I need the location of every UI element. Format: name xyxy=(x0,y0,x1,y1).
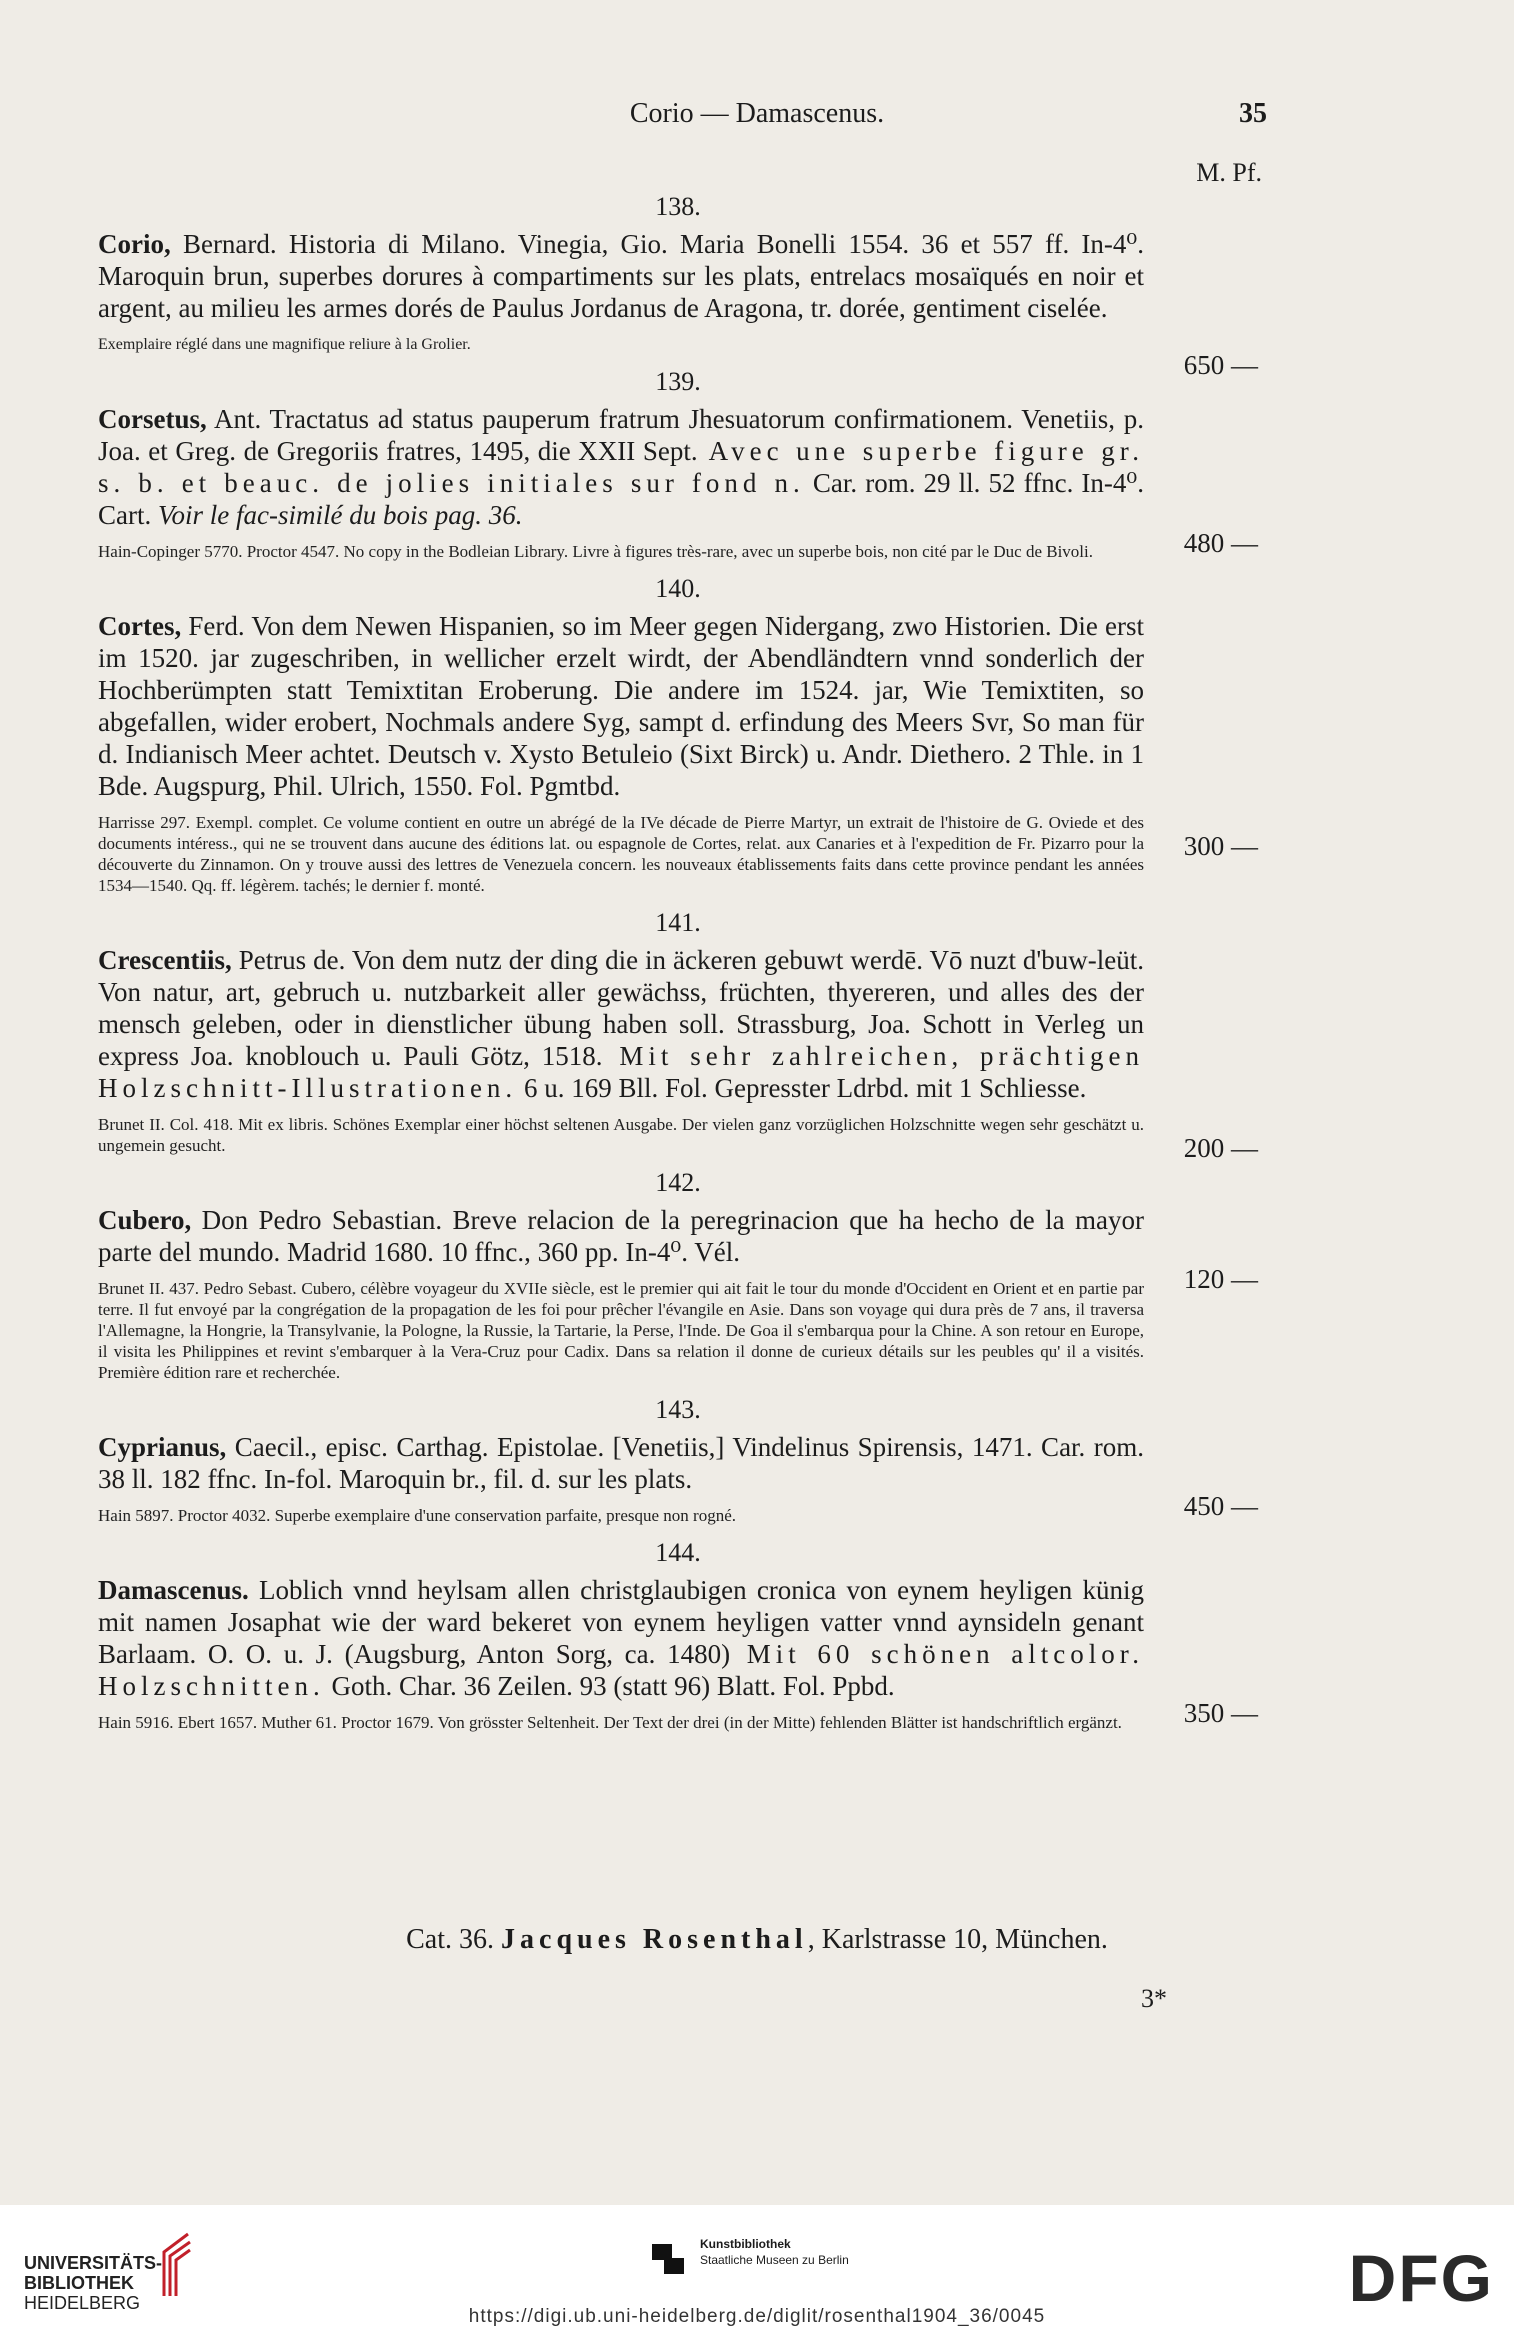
entry-description: Ferd. Von dem Newen Hispanien, so im Meer gegen Nidergang, zwo Historien. Die erst im 1520. jar zugeschriben, in wellicher erzelt wirdt, der Abendländtern vnnd sonderlich der Hochberümpten statt Temixtitan Eroberung. Die andere im 1524. jar, Wie Temixtiten, so abgefallen, wider erobert, Nochmals andere Syg, sampt d. erfindung des Meers Svr, So man für d. Indianisch Meer achtet. Deutsch v. Xysto Betuleio (Sixt Birck) u. Andr. Diethero. 2 Thle. in 1 Bde. Augspurg, Phil. Ulrich, 1550. Fol. Pgmtbd. xyxy=(98,611,1144,801)
kb-name: Kunstbibliothek xyxy=(700,2237,791,2251)
entry-description: Don Pedro Sebastian. Breve relacion de la peregrinacion que ha hecho de la mayor parte del mundo. Madrid 1680. 10 ffnc., 360 pp. In-4⁰. Vél. xyxy=(98,1205,1144,1267)
entry-price: 480 — xyxy=(1183,528,1258,558)
catalog-entry xyxy=(98,192,1258,380)
entry-highlight: Avec une superbe figure gr. s. b. et beauc. de jolies initiales sur fond n. xyxy=(98,436,1144,498)
entry-number: 144. xyxy=(655,1538,701,1567)
page-title: Corio — Damascenus. xyxy=(629,98,885,129)
entry-author: Cubero, xyxy=(98,1205,192,1235)
entry-text xyxy=(98,944,1144,1104)
entry-author: Cyprianus, xyxy=(98,1432,227,1462)
catalog-number: Cat. 36. xyxy=(406,1924,495,1955)
ub-line-2: BIBLIOTHEK xyxy=(24,2273,134,2293)
publisher-address: , Karlstrasse 10, München. xyxy=(807,1924,1108,1955)
ub-line-1: UNIVERSITÄTS- xyxy=(24,2253,163,2273)
running-header xyxy=(0,98,1514,138)
entry-note: Hain-Copinger 5770. Proctor 4547. No copy in the Bodleian Library. Livre à figures très-rare, avec un superbe bois, non cité par le Duc de Bivoli. xyxy=(98,542,1093,561)
entry-text xyxy=(98,1431,1144,1495)
entry-note: Brunet II. 437. Pedro Sebast. Cubero, célèbre voyageur du XVIIe siècle, est le premier qui ait fait le tour du monde d'Occident en Orient et en partie par terre. Il fut envoyé par la congrégation de la propagation de les foi pour prêcher l'évangile en Asie. Dans son voyage qui dura près de 7 ans, il traversa l'Allemagne, la Hongrie, la Transylvanie, la Pologne, la Russie, la Tartarie, la Perse, l'Inde. De Goa il s'embarqua pour la Chine. A son retour en Europe, il visita les Philippines et revint s'embarquer à la Vera-Cruz pour Cadix. Dans sa relation il donne de curieux détails sur les peubles qu' il a visités. Première édition rare et recherchée. xyxy=(98,1279,1144,1382)
page-url[interactable]: https://digi.ub.uni-heidelberg.de/diglit/rosenthal1904_36/0045 xyxy=(468,2306,1046,2327)
catalog-entry xyxy=(98,1395,1258,1526)
catalog-footer xyxy=(0,1924,1514,1956)
ub-heidelberg-logo-text[interactable] xyxy=(24,2253,162,2313)
entry-number: 138. xyxy=(655,192,701,221)
entry-author: Corio, xyxy=(98,229,171,259)
ub-line-3: HEIDELBERG xyxy=(24,2293,141,2313)
entry-note: Exemplaire réglé dans une magnifique reliure à la Grolier. xyxy=(98,336,471,353)
entry-note: Brunet II. Col. 418. Mit ex libris. Schönes Exemplar einer höchst seltenen Ausgabe. Der vielen ganz vorzüglichen Holzschnitte wegen sehr geschätzt u. ungemein gesucht. xyxy=(98,1115,1144,1155)
entry-text xyxy=(98,1574,1144,1702)
entry-note: Harrisse 297. Exempl. complet. Ce volume contient en outre un abrégé de la IVe décade de Pierre Martyr, un extrait de l'histoire de G. Oviede et des documents intéress., qui ne se trouvent dans aucune des éditions lat. ou espagnole de Cortes, relat. aux Canaries et à l'expedition de Fr. Pizarro pour la découverte du Zinnamon. On y trouve aussi des lettres de Venezuela concern. les nouveaux établissements faits dans cette province pendant les années 1534—1540. Qq. ff. légèrem. tachés; le dernier f. monté. xyxy=(98,813,1144,895)
entry-number: 140. xyxy=(655,574,701,603)
entry-description: Bernard. Historia di Milano. Vinegia, Gio. Maria Bonelli 1554. 36 et 557 ff. In-4⁰. Maroquin brun, superbes dorures à compartiments sur les plats, entrelacs mosaïqués en noir et argent, au milieu les armes dorés de Paulus Jordanus de Aragona, tr. dorée, gentiment ciselée. xyxy=(98,229,1144,323)
entry-highlight: Mit sehr zahlreichen, prächtigen Holzschnitt-Illustrationen. xyxy=(98,1041,1144,1103)
catalog-entry xyxy=(98,1538,1258,1733)
entry-author: Cortes, xyxy=(98,611,182,641)
catalog-entry xyxy=(98,574,1258,896)
publisher-name: Jacques Rosenthal xyxy=(501,1924,808,1955)
catalog-entry xyxy=(98,908,1258,1163)
entry-number: 143. xyxy=(655,1395,701,1424)
entry-reference: Voir le fac-similé du bois pag. 36. xyxy=(151,500,523,530)
entry-price: 300 — xyxy=(1183,831,1258,861)
entry-description: Caecil., episc. Carthag. Epistolae. [Venetiis,] Vindelinus Spirensis, 1471. Car. rom. 38 ll. 182 ffnc. In-fol. Maroquin br., fil. d. sur les plats. xyxy=(98,1432,1144,1494)
dfg-logo[interactable]: DFG xyxy=(1348,2241,1494,2315)
entry-price: 450 — xyxy=(1183,1491,1258,1521)
entry-price: 650 — xyxy=(1183,350,1258,380)
kb-subtitle: Staatliche Museen zu Berlin xyxy=(700,2253,849,2267)
entry-description-cont: Car. rom. 29 ll. 52 ffnc. In-4⁰. Cart. xyxy=(98,468,1144,530)
entry-description-cont: Goth. Char. 36 Zeilen. 93 (statt 96) Blatt. Fol. Ppbd. xyxy=(324,1671,895,1701)
entry-text xyxy=(98,610,1144,802)
price-column-label: M. Pf. xyxy=(1196,158,1262,187)
entry-description-cont: 6 u. 169 Bll. Fol. Gepresster Ldrbd. mit 1 Schliesse. xyxy=(517,1073,1087,1103)
kunstbibliothek-text[interactable] xyxy=(700,2236,849,2268)
entry-author: Crescentiis, xyxy=(98,945,232,975)
entry-text xyxy=(98,1204,1144,1268)
entry-author: Corsetus, xyxy=(98,404,207,434)
entry-price: 200 — xyxy=(1183,1133,1258,1163)
entry-number: 142. xyxy=(655,1168,701,1197)
signature-mark: 3* xyxy=(1141,1984,1167,2013)
entry-note: Hain 5897. Proctor 4032. Superbe exemplaire d'une conservation parfaite, presque non rogné. xyxy=(98,1506,737,1525)
entry-description: Loblich vnnd heylsam allen christglaubigen cronica von eynem heyligen künig mit namen Josaphat wie der ward bekeret von eynem heyligen vatter vnnd aynsideln genant Barlaam. O. O. u. J. (Augsburg, Anton Sorg, ca. 1480) xyxy=(98,1575,1144,1669)
catalog-entry xyxy=(98,1168,1258,1383)
entry-text xyxy=(98,228,1144,324)
ub-emblem-icon xyxy=(160,2230,194,2300)
entry-description: Petrus de. Von dem nutz der ding die in äckeren gebuwt werdē. Vō nuzt d'buw-leüt. Von natur, art, gebruch u. nutzbarkeit aller gewächss, früchten, thyereren, und alles des der mensch geleben, oder in dienstlicher übung haben soll. Strassburg, Joa. Schott in Verleg un express Joa. knoblouch u. Pauli Götz, 1518. xyxy=(98,945,1144,1071)
entry-number: 139. xyxy=(655,367,701,396)
entry-text xyxy=(98,403,1144,531)
entry-note: Hain 5916. Ebert 1657. Muther 61. Proctor 1679. Von grösster Seltenheit. Der Text der drei (in der Mitte) fehlenden Blätter ist handschriftlich ergänzt. xyxy=(98,1713,1122,1732)
entry-price: 120 — xyxy=(1183,1264,1258,1294)
entry-highlight: Mit 60 schönen altcolor. Holzschnitten. xyxy=(98,1639,1144,1701)
page-number: 35 xyxy=(1239,98,1267,129)
entry-author: Damascenus. xyxy=(98,1575,249,1605)
catalog-entry xyxy=(98,367,1258,562)
entry-list xyxy=(98,180,1258,1733)
entry-price: 350 — xyxy=(1183,1698,1258,1728)
entry-description: Ant. Tractatus ad status pauperum fratrum Jhesuatorum confirmationem. Venetiis, p. Joa. et Greg. de Gregoriis fratres, 1495, die XXII Sept. xyxy=(98,404,1144,466)
kunstbibliothek-logo-icon xyxy=(646,2236,690,2280)
entry-number: 141. xyxy=(655,908,701,937)
